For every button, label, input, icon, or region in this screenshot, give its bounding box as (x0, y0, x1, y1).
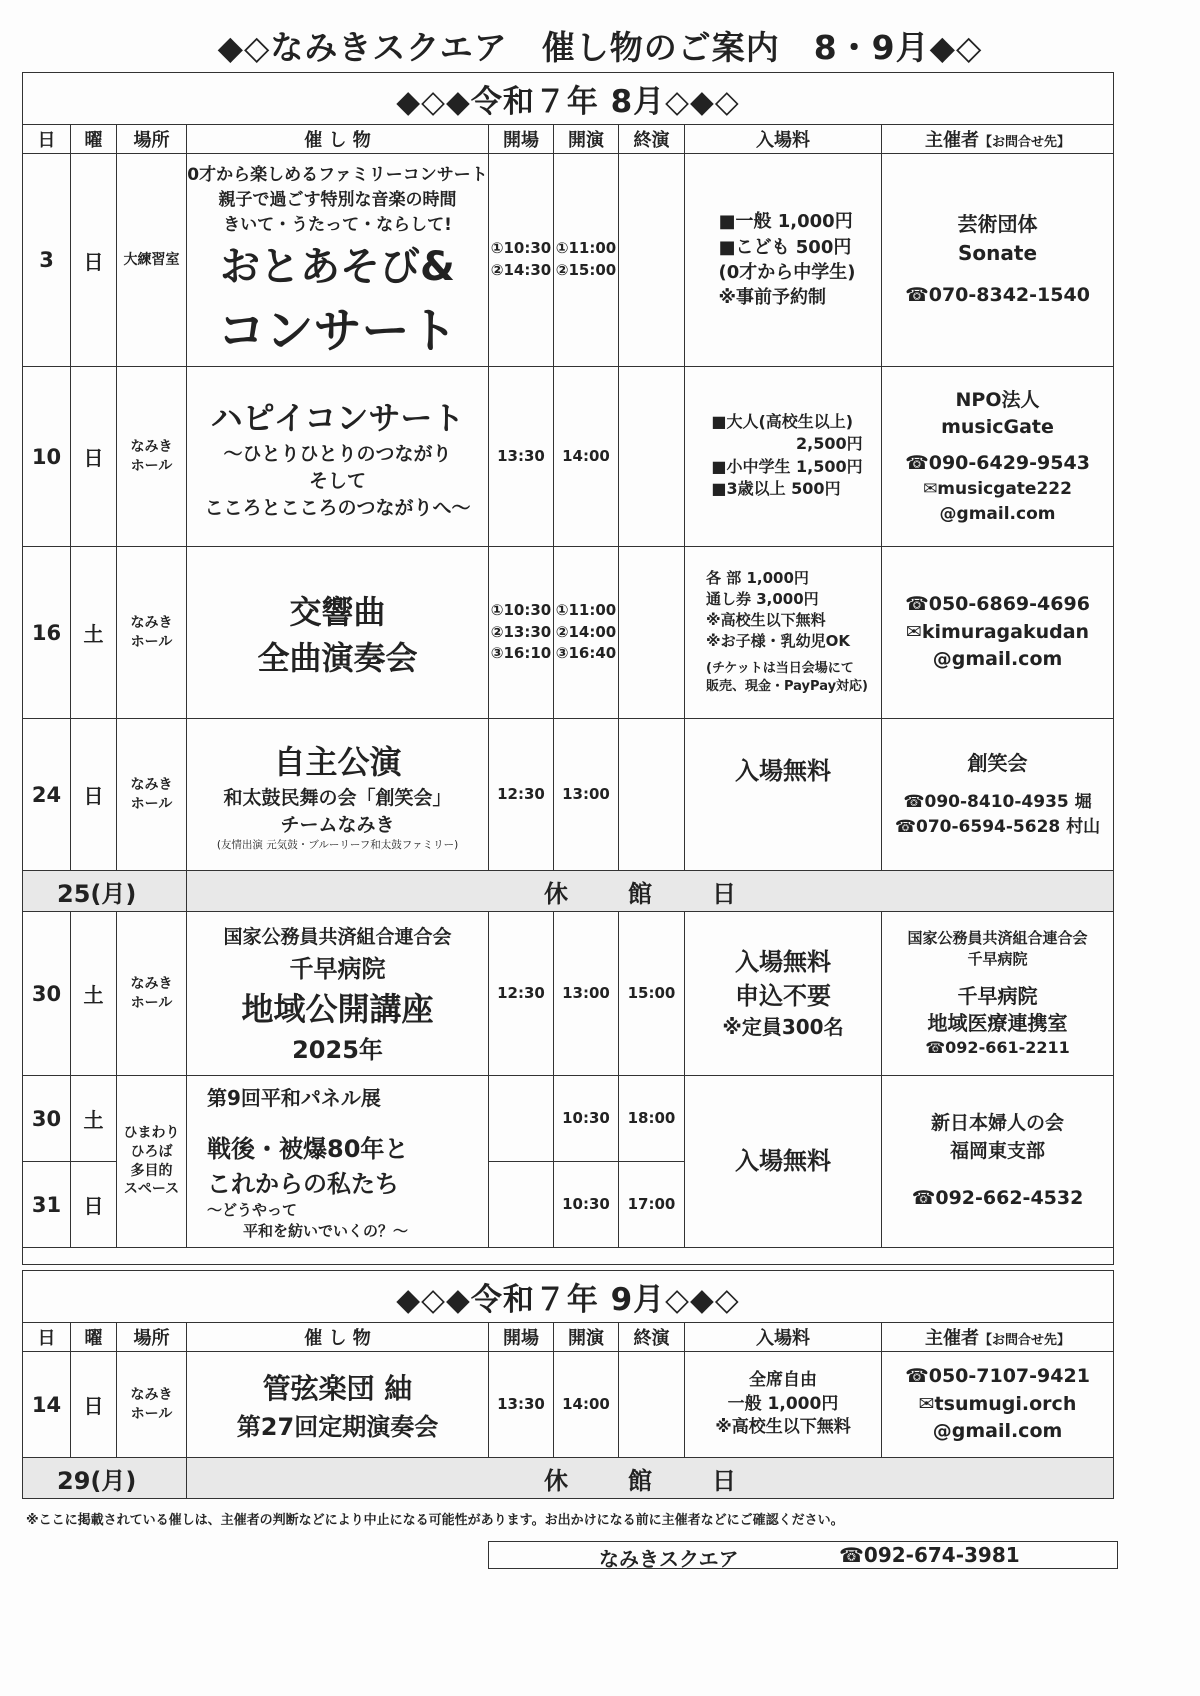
place-line: ひまわり (123, 1124, 180, 1141)
fee-line: ■3歳以上 500円 (711, 479, 841, 499)
header-event: 催 し 物 (187, 1323, 489, 1352)
event-organizer (882, 1076, 1114, 1248)
event-line: これからの私たち (207, 1170, 399, 1198)
header-place: 場所 (117, 125, 187, 154)
event-line: (友情出演 元気鼓・ブルーリーフ和太鼓ファミリー) (216, 839, 459, 851)
event-fee (685, 912, 882, 1076)
org-line (882, 1165, 1113, 1185)
header-org (882, 1323, 1114, 1352)
event-organizer (882, 154, 1114, 367)
event-start: 14:00 (554, 1352, 619, 1458)
event-line: 0才から楽しめるファミリーコンサート (187, 164, 488, 185)
event-start: 10:30 (554, 1076, 619, 1162)
header-org-label: 主催者 (925, 1328, 979, 1349)
september-heading: ◆◇◆令和７年 9月◇◆◇ (23, 1271, 1114, 1323)
place-line: スペース (123, 1181, 180, 1198)
org-line: 芸術団体 (957, 212, 1038, 237)
event-line: 地域公開講座 (241, 990, 434, 1028)
event-end: 17:00 (619, 1162, 685, 1248)
org-line: 千早病院 (967, 949, 1028, 968)
event-line: こころとこころのつながりへ～ (204, 497, 471, 519)
org-email: @gmail.com (932, 648, 1063, 671)
header-fee: 入場料 (685, 125, 882, 154)
org-line: 創笑会 (967, 751, 1028, 776)
start-time: ③16:40 (555, 644, 617, 663)
org-line: musicGate (941, 416, 1054, 439)
event-dow: 日 (71, 154, 117, 367)
event-title (187, 154, 489, 367)
fee-line: 通し券 3,000円 (706, 589, 819, 608)
org-email: @gmail.com (932, 1420, 1063, 1443)
event-line: 第9回平和パネル展 (207, 1086, 381, 1110)
event-line: 管弦楽団 紬 (262, 1372, 413, 1405)
event-line: チームなみき (280, 814, 395, 836)
fee-line: 申込不要 (735, 981, 831, 1010)
event-fee (685, 719, 882, 871)
event-line: 交響曲 (289, 592, 386, 631)
august-schedule-table (22, 72, 1114, 1265)
open-time: ②13:30 (490, 622, 552, 641)
open-time: ①10:30 (490, 239, 552, 258)
event-organizer (882, 547, 1114, 719)
org-email: ✉musicgate222 (923, 479, 1072, 500)
event-day: 3 (23, 154, 71, 367)
footer-contact-box (488, 1541, 1118, 1569)
fee-line: ※お子様・乳幼児OK (706, 631, 850, 650)
org-line: 国家公務員共済組合連合会 (907, 929, 1088, 948)
place-line: ホール (130, 994, 173, 1011)
event-organizer (882, 912, 1114, 1076)
event-line: 和太鼓民舞の会「創笑会」 (223, 787, 452, 809)
header-org-sub: 【お問合せ先】 (979, 1333, 1071, 1348)
fee-line: 入場無料 (735, 1146, 831, 1175)
event-fee (685, 547, 882, 719)
header-place: 場所 (117, 1323, 187, 1352)
event-end (619, 367, 685, 547)
org-line: 千早病院 (957, 983, 1038, 1008)
header-day: 日 (23, 1323, 71, 1352)
event-line: ～ひとりひとりのつながり (223, 443, 452, 465)
header-start: 開演 (554, 1323, 619, 1352)
event-dow: 土 (71, 1076, 117, 1162)
header-end: 終演 (619, 125, 685, 154)
closed-text: 休館日 (187, 1458, 1114, 1499)
event-dow: 日 (71, 1162, 117, 1248)
org-email: @gmail.com (939, 503, 1056, 524)
september-header-row (23, 1323, 1114, 1352)
closed-text: 休館日 (187, 871, 1114, 912)
event-open: 13:30 (489, 367, 554, 547)
event-line: 千早病院 (289, 955, 386, 983)
fee-line: 入場無料 (735, 947, 831, 976)
event-line: コンサート (217, 302, 458, 359)
event-open: 12:30 (489, 912, 554, 1076)
table-row (23, 1076, 1114, 1162)
org-line (882, 969, 1113, 983)
fee-line: ※定員300名 (722, 1015, 844, 1040)
event-fee (685, 1076, 882, 1248)
header-end: 終演 (619, 1323, 685, 1352)
fee-line: ■一般 1,000円 (718, 211, 853, 233)
event-open: 12:30 (489, 719, 554, 871)
event-open (489, 1162, 554, 1248)
event-place (117, 912, 187, 1076)
event-line: 国家公務員共済組合連合会 (223, 926, 452, 948)
org-line: NPO法人 (955, 388, 1040, 411)
header-open: 開場 (489, 125, 554, 154)
event-title (187, 367, 489, 547)
org-email: ✉kimuragakudan (905, 620, 1090, 643)
disclaimer-note: ※ここに掲載されている催しは、主催者の判断などにより中止になる可能性があります。お出かけになる前に主催者などにご確認ください。 (26, 1513, 844, 1528)
table-row (23, 367, 1114, 547)
event-day: 31 (23, 1162, 71, 1248)
header-dow: 曜 (71, 125, 117, 154)
closed-day-row (23, 1458, 1114, 1499)
event-organizer (882, 1352, 1114, 1458)
event-title (187, 1352, 489, 1458)
event-open: 13:30 (489, 1352, 554, 1458)
event-day: 30 (23, 912, 71, 1076)
table-row (23, 912, 1114, 1076)
event-start: 13:00 (554, 912, 619, 1076)
spacer-row (23, 1248, 1114, 1265)
event-open (489, 547, 554, 719)
org-email: ✉tsumugi.orch (918, 1392, 1077, 1415)
place-line: ホール (130, 633, 173, 650)
header-event: 催 し 物 (187, 125, 489, 154)
event-start (554, 547, 619, 719)
header-org-sub: 【お問合せ先】 (979, 135, 1071, 150)
event-day: 24 (23, 719, 71, 871)
org-phone: ☎050-6869-4696 (905, 593, 1090, 616)
event-day: 16 (23, 547, 71, 719)
open-time: ①10:30 (490, 600, 552, 619)
fee-line (706, 652, 868, 660)
event-end (619, 1352, 685, 1458)
event-dow: 土 (71, 547, 117, 719)
org-line (882, 442, 1113, 450)
event-place (117, 1076, 187, 1248)
page-title: ◆◇なみきスクエア 催し物のご案内 8・9月◆◇ (217, 28, 983, 67)
place-line: なみき (130, 1386, 173, 1403)
event-end (619, 154, 685, 367)
event-end: 15:00 (619, 912, 685, 1076)
org-line: 新日本婦人の会 (931, 1112, 1065, 1135)
header-dow: 曜 (71, 1323, 117, 1352)
org-line: 福岡東支部 (950, 1139, 1046, 1162)
place-line: 多目的 (130, 1162, 173, 1179)
event-end (619, 719, 685, 871)
event-line: 戦後・被爆80年と (207, 1135, 409, 1163)
fee-line: ※高校生以下無料 (715, 1417, 851, 1438)
start-time: ②15:00 (555, 261, 617, 279)
org-line (882, 268, 1113, 282)
org-phone: ☎090-8410-4935 堀 (903, 792, 1092, 813)
august-heading: ◆◇◆令和７年 8月◇◆◇ (23, 73, 1114, 125)
event-place (117, 719, 187, 871)
event-dow: 日 (71, 1352, 117, 1458)
event-fee (685, 367, 882, 547)
header-org (882, 125, 1114, 154)
event-organizer (882, 719, 1114, 871)
place-line: ホール (130, 1405, 173, 1422)
event-line: きいて・うたって・ならして! (223, 214, 452, 235)
fee-line: ■小中学生 1,500円 (711, 456, 863, 476)
org-phone: ☎070-8342-1540 (905, 284, 1090, 307)
org-phone: ☎070-6594-5628 村山 (894, 817, 1101, 837)
org-line: 地域医療連携室 (927, 1010, 1068, 1035)
start-time: ①11:00 (555, 239, 617, 258)
open-time: ②14:30 (490, 261, 552, 279)
event-day: 30 (23, 1076, 71, 1162)
fee-line: 2,500円 (796, 434, 863, 454)
place-line: ホール (130, 795, 173, 812)
place-line: ひろば (130, 1143, 173, 1160)
event-day: 10 (23, 367, 71, 547)
org-line (882, 778, 1113, 790)
footer-phone: ☎092-674-3981 (839, 1543, 1020, 1567)
event-line: ハピイコンサート (210, 399, 465, 437)
event-open (489, 154, 554, 367)
fee-line: 入場無料 (735, 757, 831, 785)
header-fee: 入場料 (685, 1323, 882, 1352)
event-line: 全曲演奏会 (257, 638, 418, 677)
event-line: 2025年 (292, 1036, 383, 1064)
event-dow: 土 (71, 912, 117, 1076)
org-phone: ☎092-662-4532 (911, 1187, 1084, 1210)
table-row (23, 154, 1114, 367)
event-line: 平和を紡いでいくの？～ (243, 1222, 409, 1240)
event-fee (685, 154, 882, 367)
fee-line: ■こども 500円 (718, 236, 852, 258)
august-header-row (23, 125, 1114, 154)
event-dow: 日 (71, 367, 117, 547)
event-place (117, 547, 187, 719)
closed-day: 29(月) (23, 1458, 187, 1499)
september-schedule-table (22, 1270, 1114, 1499)
event-fee (685, 1352, 882, 1458)
event-start: 14:00 (554, 367, 619, 547)
closed-day-row (23, 871, 1114, 912)
fee-line: 全席自由 (749, 1369, 817, 1390)
event-title (187, 1076, 489, 1248)
event-end: 18:00 (619, 1076, 685, 1162)
event-dow: 日 (71, 719, 117, 871)
event-line: 自主公演 (273, 743, 402, 781)
event-place (117, 1352, 187, 1458)
org-phone: ☎050-7107-9421 (905, 1365, 1090, 1388)
header-day: 日 (23, 125, 71, 154)
fee-line: ※事前予約制 (718, 286, 826, 308)
place-line: なみき (130, 614, 173, 631)
event-line: おとあそび& (220, 243, 455, 290)
event-start: 10:30 (554, 1162, 619, 1248)
place-line: なみき (130, 438, 173, 455)
place-line: ホール (130, 457, 173, 474)
place-line: なみき (130, 975, 173, 992)
event-line: そして (308, 470, 366, 492)
org-phone: ☎090-6429-9543 (905, 451, 1090, 474)
fee-line: (0才から中学生) (718, 261, 856, 283)
header-org-label: 主催者 (925, 130, 979, 151)
event-open (489, 1076, 554, 1162)
footer-venue-name: なみきスクエア (599, 1547, 739, 1571)
event-start: 13:00 (554, 719, 619, 871)
event-place: 大練習室 (117, 154, 187, 367)
table-row (23, 719, 1114, 871)
event-title (187, 547, 489, 719)
event-organizer (882, 367, 1114, 547)
event-line: 第27回定期演奏会 (236, 1413, 439, 1441)
header-open: 開場 (489, 1323, 554, 1352)
fee-line: (チケットは当日会場にて (706, 660, 854, 676)
event-place (117, 367, 187, 547)
org-line: Sonate (958, 241, 1038, 266)
start-time: ②14:00 (555, 622, 617, 641)
table-row (23, 1352, 1114, 1458)
fee-line: ■大人(高校生以上) (711, 412, 854, 432)
event-end (619, 547, 685, 719)
fee-line: 一般 1,000円 (727, 1393, 839, 1414)
event-line: ～どうやって (207, 1201, 298, 1219)
event-title (187, 719, 489, 871)
table-row (23, 547, 1114, 719)
closed-day: 25(月) (23, 871, 187, 912)
fee-line: ※高校生以下無料 (706, 610, 826, 629)
open-time: ③16:10 (490, 644, 552, 663)
event-title (187, 912, 489, 1076)
org-phone: ☎092-661-2211 (925, 1037, 1070, 1057)
header-start: 開演 (554, 125, 619, 154)
start-time: ①11:00 (555, 600, 617, 619)
event-day: 14 (23, 1352, 71, 1458)
event-start (554, 154, 619, 367)
fee-line: 各 部 1,000円 (706, 568, 809, 587)
fee-line: 販売、現金・PayPay対応) (706, 678, 868, 694)
event-line: 親子で過ごす特別な音楽の時間 (218, 189, 457, 210)
place-line: なみき (130, 776, 173, 793)
